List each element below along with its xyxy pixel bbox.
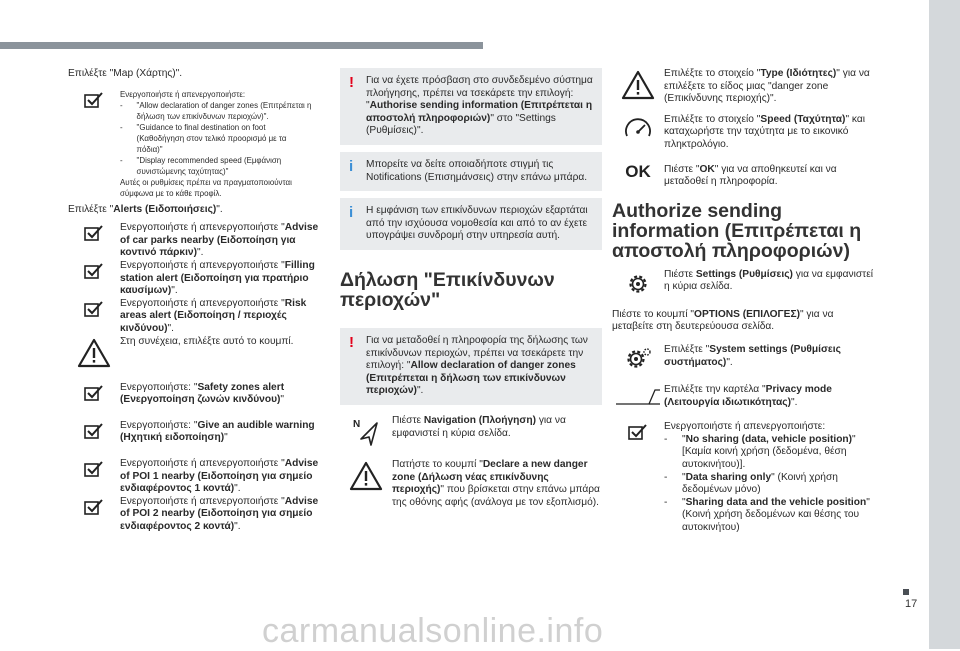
system-settings-row — [612, 344, 877, 372]
top-divider-bar — [0, 42, 483, 49]
exclamation-icon: ! — [349, 74, 354, 91]
checkbox-icon — [84, 91, 104, 109]
type-text: Επιλέξτε το στοιχείο "Type (Ιδιότητες)" για να επιλέξετε το είδος μιας "danger zone (Επικίνδυνης περιοχής)". — [664, 68, 870, 105]
ok-icon: OK — [625, 161, 651, 181]
tab-icon — [615, 386, 661, 406]
gear-icon — [625, 271, 651, 297]
system-settings-text: Επιλέξτε "System settings (Ρυθμίσεις συστήματος)". — [664, 343, 841, 368]
info-icon: i — [349, 204, 354, 222]
watermark: carmanualsonline.info — [262, 612, 604, 650]
car-parks-text: Ενεργοποιήστε ή απενεργοποιήστε "Advise of car parks nearby (Ειδοποίηση για κοντινό πάρκιν)". — [120, 222, 319, 259]
list-item: - "Sharing data and the vehicle position" (Κοινή χρήση δεδομένων και θέσης του αυτοκινήτου) — [664, 497, 877, 535]
navigation-row — [340, 415, 602, 447]
declare-row — [340, 459, 602, 509]
speedometer-icon — [623, 116, 653, 142]
navigation-icon — [351, 417, 381, 447]
then-select-text: Στη συνέχεια, επιλέξτε αυτό το κουμπί. — [120, 335, 294, 347]
warning-note-authorise: ! Για να έχετε πρόσβαση στο συνδεδεμένο σύστημα πλοήγησης, πρέπει να τσεκάρετε την επιλογή: "Authorise sending information (Επιτρέπεται η αποστολή πληροφοριών)" στο "Settings (Ρυθμίσεις)". — [340, 68, 602, 145]
exclamation-icon: ! — [349, 333, 354, 351]
info-icon: i — [349, 157, 354, 175]
risk-row — [68, 298, 330, 336]
safety-text: Ενεργοποιήστε: "Safety zones alert (Ενεργοποίηση ζωνών κινδύνου)" — [120, 381, 285, 406]
list-item: - "Data sharing only" (Κοινή χρήση δεδομένων μόνο) — [664, 472, 877, 497]
map-settings-text: Ενεργοποιήστε ή απενεργοποιήστε: - "Allow declaration of danger zones (Επιτρέπεται η δήλωση των επικίνδυνων περιοχών)". - "Guidance to final destination on foot (Καθοδήγηση στον τελικό προορισμό με τα πόδια)" - "Display recommended speed (Εμφάνιση συνιστώμενης ταχύτητας)" Αυτές οι ρυθμίσεις πρέπει να πραγματοποιούνται σύμφωνα με το κάθε προφίλ. — [120, 89, 313, 199]
audible-text: Ενεργοποιήστε: "Give an audible warning (Ηχητική ειδοποίηση)" — [120, 419, 315, 444]
side-margin-band — [929, 0, 960, 649]
system-settings-icon — [623, 346, 653, 372]
info-note-legislation: i Η εμφάνιση των επικίνδυνων περιοχών εξαρτάται από την ισχύουσα νομοθεσία και από το αν έχετε υπογράψει συνδρομή στην υπηρεσία αυτή. — [340, 198, 602, 250]
checkbox-icon — [84, 262, 104, 280]
filling-row — [68, 260, 330, 298]
checkbox-icon — [84, 224, 104, 242]
svg-text:N: N — [353, 418, 361, 430]
column-3 — [612, 68, 877, 534]
privacy-text: Επιλέξτε την καρτέλα "Privacy mode (Λειτουργία ιδιωτικότητας)". — [664, 383, 832, 408]
section-heading-authorize: Authorize sending information (Επιτρέπεται η αποστολή πληροφοριών) — [612, 199, 862, 262]
column-1 — [68, 68, 330, 533]
type-row — [612, 68, 877, 106]
checkbox-icon — [84, 422, 104, 440]
ok-row — [612, 161, 877, 189]
warning-note-declaration: ! Για να μεταδοθεί η πληροφορία της δήλωσης των επικίνδυνων περιοχών, πρέπει να τσεκάρετε την επιλογή: "Allow declaration of danger zones (Επιτρέπεται η δήλωση των επικίνδυνων περιοχών)". — [340, 328, 602, 405]
warning-triangle-icon — [621, 70, 655, 100]
alerts-select-text: Επιλέξτε "Alerts (Ειδοποιήσεις)". — [68, 203, 223, 215]
list-item: - "Allow declaration of danger zones (Επιτρέπεται η δήλωση των επικίνδυνων περιοχών)". — [120, 100, 313, 122]
column-2 — [340, 68, 602, 509]
poi2-row — [68, 496, 330, 534]
info-note-notifications: i Μπορείτε να δείτε οποιαδήποτε στιγμή τις Notifications (Επισημάνσεις) στην επάνω μπάρα. — [340, 152, 602, 191]
page-number: 17 — [905, 598, 918, 610]
filling-text: Ενεργοποιήστε ή απενεργοποιήστε "Filling station alert (Ειδοποίηση για πρατήριο καυσίμων)". — [120, 259, 315, 297]
warning-triangle-icon — [349, 461, 383, 491]
safety-row — [68, 382, 330, 407]
speed-text: Επιλέξτε το στοιχείο "Speed (Ταχύτητα)" και καταχωρήστε την ταχύτητα με το εικονικό πληκτρολόγιο. — [664, 113, 866, 150]
declare-text: Πατήστε το κουμπί "Declare a new danger zone (Δήλωση νέας επικίνδυνης περιοχής)" που βρίσκεται στην επάνω μπάρα της οθόνης αφής (ανάλογα με τον εξοπλισμό). — [392, 458, 600, 508]
list-item: - "Guidance to final destination on foot (Καθοδήγηση στον τελικό προορισμό με τα πόδια)" — [120, 122, 313, 155]
poi1-row — [68, 458, 330, 496]
ok-text: Πιέστε "OK" για να αποθηκευτεί και να μεταδοθεί η πληροφορία. — [664, 163, 837, 188]
warning-button-row — [68, 336, 330, 368]
end-marker — [903, 589, 909, 595]
poi1-text: Ενεργοποιήστε ή απενεργοποιήστε "Advise of POI 1 nearby (Ειδοποίηση για σημείο ενδιαφέροντος 1 κοντά)". — [120, 457, 319, 495]
checkbox-icon — [84, 384, 104, 402]
risk-text: Ενεργοποιήστε ή απενεργοποιήστε "Risk areas alert (Ειδοποίηση / περιοχές κινδύνου)". — [120, 297, 307, 334]
audible-row — [68, 420, 330, 445]
speed-row — [612, 114, 877, 152]
section-heading-danger-zones: Δήλωση "Επικίνδυνων περιοχών" — [340, 268, 555, 311]
checkbox-icon — [84, 460, 104, 478]
settings-text: Πιέστε Settings (Ρυθμίσεις) για να εμφανιστεί η κύρια σελίδα. — [664, 268, 873, 293]
map-select-text: Επιλέξτε "Map (Χάρτης)". — [68, 68, 183, 79]
checkbox-icon — [628, 423, 648, 441]
navigation-text: Πιέστε Navigation (Πλοήγηση) για να εμφανιστεί η κύρια σελίδα. — [392, 414, 566, 439]
car-parks-row — [68, 222, 330, 260]
sharing-row — [612, 421, 877, 534]
checkbox-icon — [84, 498, 104, 516]
checkbox-icon — [84, 300, 104, 318]
privacy-row — [612, 384, 877, 409]
map-settings-list — [120, 100, 313, 177]
options-text: Πιέστε το κουμπί "OPTIONS (ΕΠΙΛΟΓΕΣ)" για να μεταβείτε στη δευτερεύουσα σελίδα. — [612, 308, 834, 333]
list-item: - "Display recommended speed (Εμφάνιση συνιστώμενης ταχύτητας)" — [120, 155, 313, 177]
sharing-options: Ενεργοποιήστε ή απενεργοποιήστε: - "No sharing (data, vehicle position)" [Καμία κοινή χρήση (δεδομένα, θέση αυτοκινήτου)]. - "Data sharing only" (Κοινή χρήση δεδομένων μόνο) - "Sharing data and the vehicle position" (Κοινή χρήση δεδομένων και θέσης του αυτοκινήτου) — [664, 421, 877, 534]
settings-row — [612, 269, 877, 297]
poi2-text: Ενεργοποιήστε ή απενεργοποιήστε "Advise of POI 2 nearby (Ειδοποίηση για σημείο ενδιαφέροντος 2 κοντά)". — [120, 495, 319, 532]
list-item: - "No sharing (data, vehicle position)" [Καμία κοινή χρήση (δεδομένα, θέση αυτοκινήτου)]. — [664, 434, 877, 472]
sharing-list — [664, 434, 877, 535]
warning-triangle-icon — [77, 338, 111, 368]
map-settings-row — [68, 89, 330, 199]
